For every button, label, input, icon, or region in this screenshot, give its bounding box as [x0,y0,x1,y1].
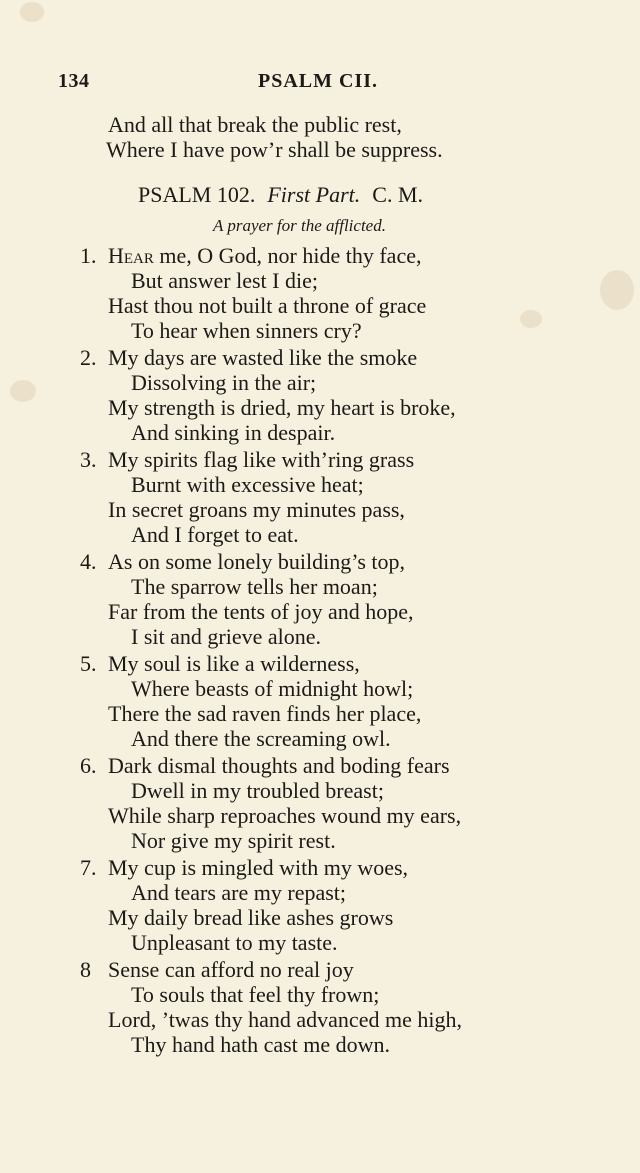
stanza-number: 5. [80,651,97,676]
page-number: 134 [58,70,90,92]
stanza-line: But answer lest I die; [131,268,318,293]
stanza-line: Hear me, O God, nor hide thy face, [108,243,422,268]
stanza-number: 8 [80,957,91,982]
carryover-line: And all that break the public rest, [108,112,402,137]
stanza-line: And sinking in despair. [131,420,336,445]
psalm-heading [138,182,423,208]
carryover-verse [106,112,443,162]
stanza-line: As on some lonely building’s top, [108,549,405,574]
stanza-line: Dark dismal thoughts and boding fears [108,753,450,778]
psalm-subtitle: A prayer for the afflicted. [213,216,386,235]
stanza-5 [0,651,640,753]
stanza-2 [0,345,640,447]
carryover-line: Where I have pow’r shall be suppress. [106,137,443,162]
stanza-line: And I forget to eat. [131,522,299,547]
psalm-part: First Part. [267,182,361,207]
paper-stain [20,2,44,22]
stanza-line: The sparrow tells her moan; [131,574,378,599]
stanza-line: I sit and grieve alone. [131,624,321,649]
stanza-line: My days are wasted like the smoke [108,345,418,370]
running-title: PSALM CII. [258,70,379,92]
stanza-line: To souls that feel thy frown; [131,982,380,1007]
psalm-meter: C. M. [372,182,424,207]
stanza-line: My cup is mingled with my woes, [108,855,409,880]
stanza-line: Thy hand hath cast me down. [131,1032,391,1057]
stanza-line: Lord, ’twas thy hand advanced me high, [108,1007,462,1032]
stanza-line: Burnt with excessive heat; [131,472,364,497]
stanza-number: 4. [80,549,97,574]
stanza-line: While sharp reproaches wound my ears, [108,803,462,828]
stanza-8 [0,957,640,1059]
stanza-4 [0,549,640,651]
stanza-3 [0,447,640,549]
stanza-number: 6. [80,753,97,778]
stanza-6 [0,753,640,855]
stanza-line: My daily bread like ashes grows [108,905,394,930]
stanza-line: And there the screaming owl. [131,726,391,751]
stanza-7 [0,855,640,957]
drop-word: Hear [108,243,154,268]
stanza-line: To hear when sinners cry? [131,318,362,343]
stanza-line: Unpleasant to my taste. [131,930,338,955]
stanza-list [0,243,640,1059]
stanza-line: My soul is like a wilderness, [108,651,360,676]
stanza-line: Hast thou not built a throne of grace [108,293,427,318]
stanza-line: There the sad raven finds her place, [108,701,422,726]
running-head [0,70,640,98]
stanza-line: Nor give my spirit rest. [131,828,336,853]
stanza-number: 3. [80,447,97,472]
stanza-line: My spirits flag like with’ring grass [108,447,415,472]
stanza-line: Far from the tents of joy and hope, [108,599,414,624]
stanza-number: 2. [80,345,97,370]
stanza-number: 7. [80,855,97,880]
stanza-1 [0,243,640,345]
stanza-line: In secret groans my minutes pass, [108,497,405,522]
psalm-title: PSALM 102. [138,182,256,207]
stanza-line: Dissolving in the air; [131,370,317,395]
stanza-line: Dwell in my troubled breast; [131,778,384,803]
stanza-number: 1. [80,243,97,268]
stanza-line: And tears are my repast; [131,880,347,905]
stanza-line: Where beasts of midnight howl; [131,676,414,701]
stanza-line: Sense can afford no real joy [108,957,354,982]
stanza-line: My strength is dried, my heart is broke, [108,395,456,420]
